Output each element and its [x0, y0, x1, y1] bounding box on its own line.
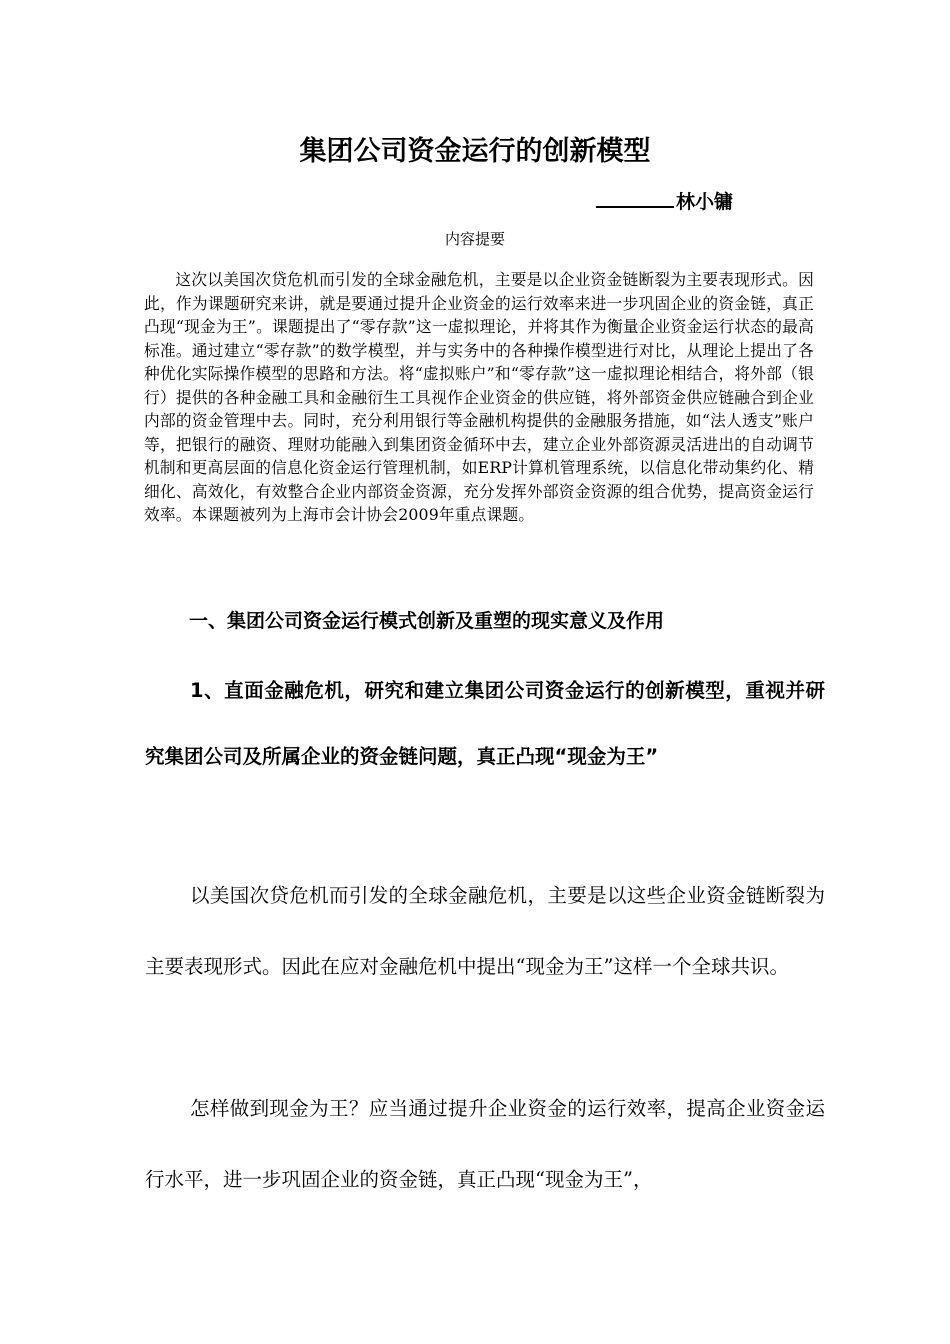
body-paragraph: 以美国次贷危机而引发的全球金融危机，主要是以这些企业资金链断裂为主要表现形式。因此在应对金融危机中提出“现金为王”这样一个全球共识。: [145, 884, 825, 978]
abstract-paragraph: 这次以美国次贷危机而引发的全球金融危机，主要是以企业资金链断裂为主要表现形式。因此，作为课题研究来讲，就是要通过提升企业资金的运行效率来进一步巩固企业的资金链，真正凸现“现金为王”。课题提出了“零存款”这一虚拟理论，并将其作为衡量企业资金运行状态的最高标准。通过建立“零存款”的数学模型，并与实务中的各种操作模型进行对比，从理论上提出了各种优化实际操作模型的思路和方法。将“虚拟账户”和“零存款”这一虚拟理论相结合，将外部（银行）提供的各种金融工具和金融衍生工具视作企业资金的供应链，将外部资金供应链融合到企业内部的资金管理中去。同时，充分利用银行等金融机构提供的金融服务措施，如“法人透支”账户等，把银行的融资、理财功能融入到集团资金循环中去，建立企业外部资源灵活进出的自动调节机制和更高层面的信息化资金运行管理机制，如ERP计算机管理系统，以信息化带动集约化、精细化、高效化，有效整合企业内部资金资源，充分发挥外部资金资源的组合优势，提高资金运行效率。本课题被列为上海市会计协会2009年重点课题。: [144, 270, 814, 524]
document-title: 集团公司资金运行的创新模型: [299, 136, 651, 167]
sub-heading: 1、直面金融危机，研究和建立集团公司资金运行的创新模型，重视并研究集团公司及所属企业的资金链问题，真正凸现“现金为王”: [145, 679, 825, 768]
abstract-heading: 内容提要: [444, 230, 505, 248]
author-name: 林小镛: [676, 191, 734, 213]
body-paragraph: 怎样做到现金为王？应当通过提升企业资金的运行效率，提高企业资金运行水平，进一步巩固企业的资金链，真正凸现“现金为王”，: [145, 1097, 825, 1191]
author-underline: [596, 188, 674, 208]
author-line: [596, 188, 733, 215]
section-heading: 一、集团公司资金运行模式创新及重塑的现实意义及作用: [189, 610, 665, 632]
